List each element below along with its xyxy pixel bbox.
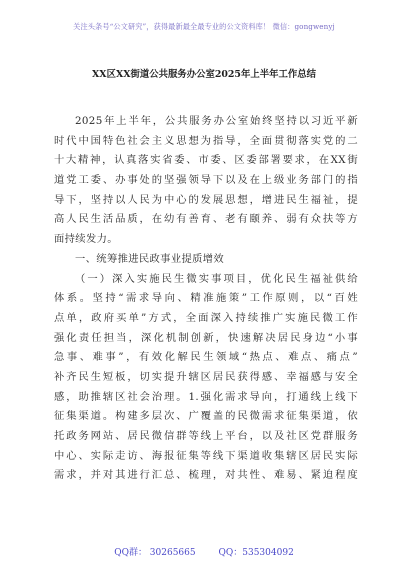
paragraph-line: 十大精神，认真落实省委、市委、区委部署要求，在XX街 <box>54 154 358 167</box>
paragraph-line: 托政务网站、居民微信群等线上平台，以及社区党群服务 <box>54 430 358 442</box>
qq-number-label: QQ：535304092 <box>218 548 294 558</box>
paragraph-line: 补齐民生短板，切实提升辖区居民获得感、幸福感与安全 <box>54 370 358 383</box>
paragraph-line: 导下，坚持以人民为中心的发展思想，增进民生福祉，提 <box>54 193 358 206</box>
paragraph-line: 2025年上半年，公共服务办公室始终坚持以习近平新 <box>75 115 358 127</box>
paragraph-line: 面持续发力。 <box>54 233 118 246</box>
footer-contact <box>0 545 408 558</box>
document-body <box>54 112 358 486</box>
qq-group-label: QQ群： 30265665 <box>114 548 196 558</box>
paragraph-line: 高人民生活品质，在幼有善育、老有颐养、弱有众扶等方 <box>54 213 358 226</box>
header-banner: 关注头条号“公文研究”，获得最新最全最专业的公文资料库！ 微信：gongwenyj <box>73 22 335 31</box>
paragraph-line: 点单，政府买单”方式，全面深入持续推广实施民微工作 <box>54 311 358 324</box>
document-title: XX区XX街道公共服务办公室2025年上半年工作总结 <box>92 69 316 80</box>
paragraph-line: 体系。坚持“需求导向、精准施策”工作原则，以“百姓 <box>54 292 358 305</box>
paragraph-line: 需求，并对其进行汇总、梳理，对共性、难易、紧迫程度 <box>54 469 358 482</box>
paragraph-line: 急事、难事”，有效化解民生领域“热点、难点、痛点” <box>54 351 358 364</box>
paragraph-line: 中心、实际走访、海报征集等线下渠道收集辖区居民实际 <box>54 449 358 462</box>
paragraph-line: （一）深入实施民生微实事项目，优化民生福祉供给 <box>75 272 358 285</box>
paragraph-line: 强化责任担当，深化机制创新，快速解决居民身边“小事 <box>54 331 358 344</box>
paragraph-line: 征集渠道。构建多层次、广覆盖的民微需求征集渠道，依 <box>54 410 358 423</box>
paragraph-line: 感，助推辖区社会治理。1.强化需求导向，打通线上线下 <box>54 390 358 403</box>
paragraph-line: 道党工委、办事处的坚强领导下以及在上级业务部门的指 <box>54 174 358 187</box>
paragraph-line: 时代中国特色社会主义思想为指导，全面贯彻落实党的二 <box>54 134 358 147</box>
section-heading: 一、统筹推进民政事业提质增效 <box>75 252 225 265</box>
